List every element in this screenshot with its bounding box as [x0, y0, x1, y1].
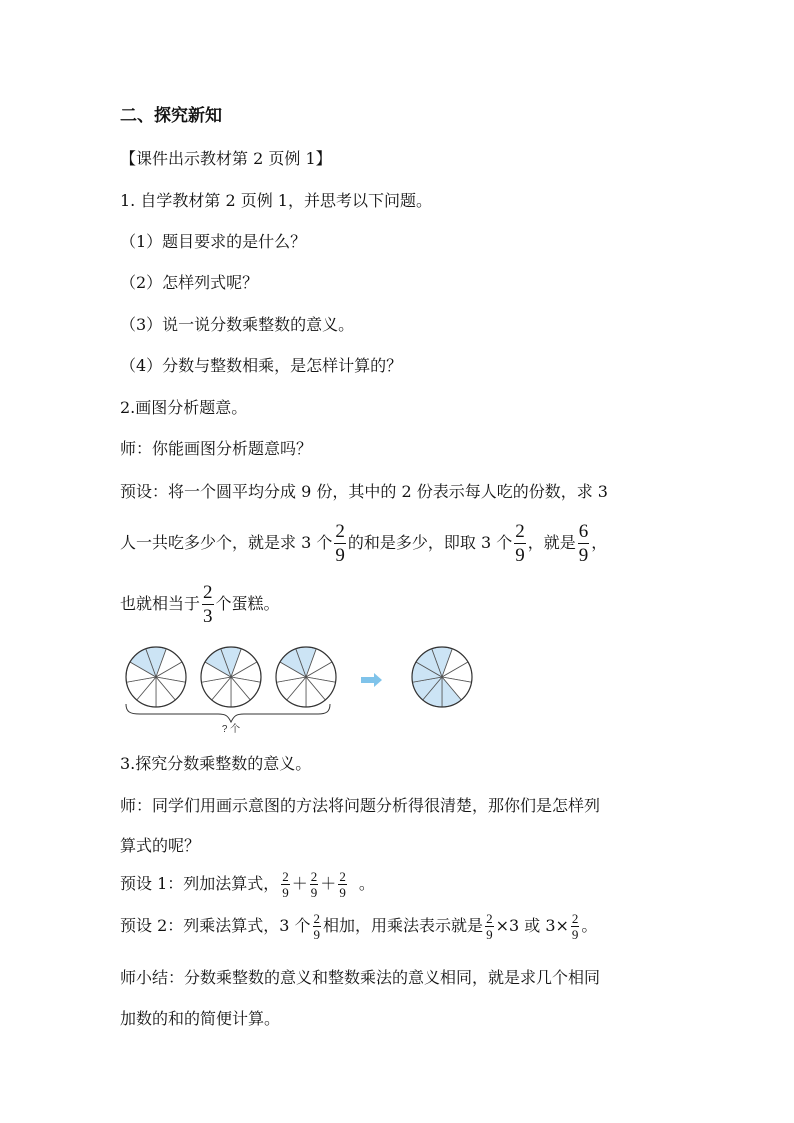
courseware-note: 【课件出示教材第 2 页例 1】 [120, 149, 332, 168]
preset-2-text: ×3 或 3× [495, 916, 569, 935]
preset-2-text: 预设 2：列乘法算式，3 个 [120, 916, 311, 935]
section-heading: 二、探究新知 [120, 106, 222, 126]
preset-text: ，就是 [527, 533, 576, 552]
teacher-question-1: 师：你能画图分析题意吗？ [120, 439, 313, 458]
fraction-two-ninths: $\frac{2}{9}$ [282, 869, 289, 900]
preset-line-2 [120, 521, 607, 565]
plus-sign: ＋ [291, 874, 308, 893]
fraction-two-ninths: $\frac{2}{9}$ [486, 911, 493, 942]
cake-division-figure [118, 640, 488, 735]
fraction-two-ninths: $\frac{2}{9}$ [313, 911, 321, 942]
preset-text: 人一共吃多少个，就是求 3 个 [120, 533, 333, 552]
preset-2 [120, 906, 597, 946]
preset-1-label: 预设 1：列加法算式， [120, 874, 280, 893]
question-3: （3）说一说分数乘整数的意义。 [120, 315, 355, 334]
preset-text: 个蛋糕。 [215, 594, 280, 613]
plus-sign: ＋ [320, 874, 337, 893]
preset-2-text: 相加，用乘法表示就是 [323, 916, 484, 935]
preset-1 [120, 864, 375, 904]
fraction-two-ninths: $\frac{2}{9}$ [339, 869, 346, 900]
fraction-two-ninths: $\frac{2}{9}$ [310, 869, 318, 900]
preset-text: 也就相当于 [120, 594, 201, 613]
preset-2-text: 。 [581, 916, 598, 935]
item-2: 2.画图分析题意。 [120, 398, 248, 417]
arrow-right-icon [361, 673, 382, 687]
preset-line-1: 预设：将一个圆平均分成 9 份，其中的 2 份表示每人吃的份数，求 3 [120, 482, 608, 501]
question-4: （4）分数与整数相乘，是怎样计算的？ [120, 356, 403, 375]
cake-circle [126, 647, 186, 707]
question-2: （2）怎样列式呢？ [120, 273, 259, 292]
item-3: 3.探究分数乘整数的意义。 [120, 754, 312, 773]
fraction-two-ninths: $\frac{2}{9}$ [515, 521, 525, 566]
question-1: （1）题目要求的是什么？ [120, 232, 307, 251]
preset-text: ， [591, 533, 608, 552]
preset-line-3 [120, 582, 280, 626]
fraction-six-ninths: $\frac{6}{9}$ [578, 521, 589, 566]
period: 。 [358, 874, 375, 893]
preset-text: 的和是多少，即取 3 个 [347, 533, 513, 552]
fraction-two-ninths: $\frac{2}{9}$ [571, 911, 579, 942]
summary-line-1: 师小结：分数乘整数的意义和整数乘法的意义相同，就是求几个相同 [120, 968, 601, 987]
cake-circle [201, 647, 261, 707]
teacher-question-2-cont: 算式的呢？ [120, 836, 201, 855]
teacher-question-2: 师：同学们用画示意图的方法将问题分析得很清楚，那你们是怎样列 [120, 796, 601, 815]
cake-circle [276, 647, 336, 707]
fraction-two-thirds: $\frac{2}{3}$ [203, 582, 213, 627]
brace-label: ? 个 [221, 724, 241, 735]
summary-line-2: 加数的和的简便计算。 [120, 1009, 281, 1028]
fraction-two-ninths: $\frac{2}{9}$ [335, 521, 345, 566]
item-1: 1. 自学教材第 2 页例 1，并思考以下问题。 [120, 191, 432, 210]
result-circle [412, 647, 472, 707]
